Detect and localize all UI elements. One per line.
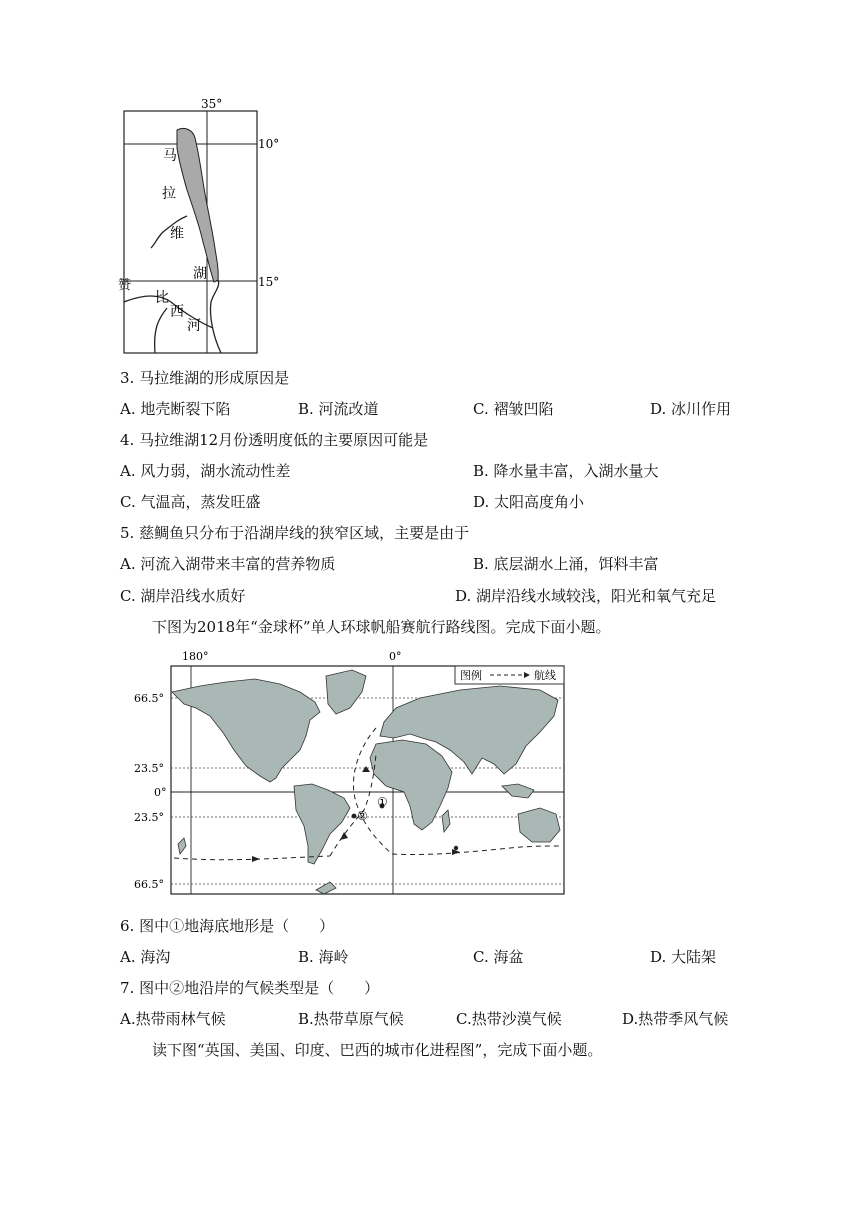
- lat-label-bottom: 15°: [258, 275, 280, 289]
- question-4-option-c[interactable]: C. 气温高，蒸发旺盛: [120, 493, 261, 511]
- lake-char-4: 湖: [193, 266, 207, 282]
- river-char-2: 比: [155, 290, 169, 306]
- legend-title: 图例: [460, 669, 482, 682]
- lat-label-top: 10°: [258, 137, 280, 151]
- question-7-option-a[interactable]: A.热带雨林气候: [120, 1010, 226, 1028]
- river-char-4: 河: [187, 318, 201, 334]
- lake-char-2: 拉: [162, 186, 176, 202]
- shire-river: [210, 280, 221, 353]
- question-7-stem: 7. 图中②地沿岸的气候类型是（ ）: [120, 979, 380, 997]
- route-point-3: [454, 846, 458, 850]
- point-2-label: ②: [357, 809, 368, 823]
- river-char-3: 西: [170, 304, 184, 320]
- lat-label-66s: 66.5°: [134, 878, 164, 891]
- question-6-option-d[interactable]: D. 大陆架: [650, 948, 717, 966]
- question-4-stem: 4. 马拉维湖12月份透明度低的主要原因可能是: [120, 431, 429, 449]
- lon-label: 35°: [201, 97, 223, 111]
- question-3-stem: 3. 马拉维湖的形成原因是: [120, 369, 290, 387]
- question-6-option-a[interactable]: A. 海沟: [120, 948, 171, 966]
- question-5-option-d[interactable]: D. 湖岸沿线水域较浅，阳光和氧气充足: [455, 587, 717, 605]
- question-6-option-c[interactable]: C. 海盆: [473, 948, 524, 966]
- question-6-option-b[interactable]: B. 海岭: [298, 948, 349, 966]
- route-map-intro: 下图为2018年“金球杯”单人环球帆船赛航行路线图。完成下面小题。: [152, 618, 611, 636]
- question-3-option-c[interactable]: C. 褶皱凹陷: [473, 400, 554, 418]
- lat-label-66n: 66.5°: [134, 692, 164, 705]
- question-3-option-d[interactable]: D. 冰川作用: [650, 400, 732, 418]
- question-7-option-b[interactable]: B.热带草原气候: [298, 1010, 404, 1028]
- lat-label-23n: 23.5°: [134, 762, 164, 775]
- river-char-1: 赞: [118, 278, 132, 293]
- lake-char-1: 马: [163, 148, 177, 164]
- point-1-label: ①: [377, 795, 388, 809]
- question-7-option-d[interactable]: D.热带季风气候: [622, 1010, 729, 1028]
- malawi-lake-map: [115, 96, 285, 358]
- question-3-option-b[interactable]: B. 河流改道: [298, 400, 379, 418]
- zambezi-branch: [155, 308, 167, 353]
- lon-label-0: 0°: [389, 650, 402, 663]
- question-7-option-c[interactable]: C.热带沙漠气候: [456, 1010, 562, 1028]
- question-5-option-c[interactable]: C. 湖岸沿线水质好: [120, 587, 246, 605]
- lat-label-0: 0°: [154, 786, 167, 799]
- route-point-2: [352, 814, 357, 819]
- question-5-option-a[interactable]: A. 河流入湖带来丰富的营养物质: [120, 555, 336, 573]
- lake-char-3: 维: [170, 226, 184, 242]
- lat-label-23s: 23.5°: [134, 811, 164, 824]
- urbanization-intro: 读下图“英国、美国、印度、巴西的城市化进程图”，完成下面小题。: [152, 1041, 603, 1059]
- lake-shape: [177, 128, 218, 282]
- sailing-route-map: [130, 646, 570, 898]
- question-6-stem: 6. 图中①地海底地形是（ ）: [120, 917, 335, 935]
- question-4-option-d[interactable]: D. 太阳高度角小: [473, 493, 585, 511]
- question-5-option-b[interactable]: B. 底层湖水上涌，饵料丰富: [473, 555, 659, 573]
- legend-label: 航线: [534, 669, 556, 682]
- lon-label-180: 180°: [182, 650, 209, 663]
- question-4-option-a[interactable]: A. 风力弱，湖水流动性差: [120, 462, 291, 480]
- question-3-option-a[interactable]: A. 地壳断裂下陷: [120, 400, 231, 418]
- question-4-option-b[interactable]: B. 降水量丰富，入湖水量大: [473, 462, 659, 480]
- question-5-stem: 5. 慈鲷鱼只分布于沿湖岸线的狭窄区域，主要是由于: [120, 524, 470, 542]
